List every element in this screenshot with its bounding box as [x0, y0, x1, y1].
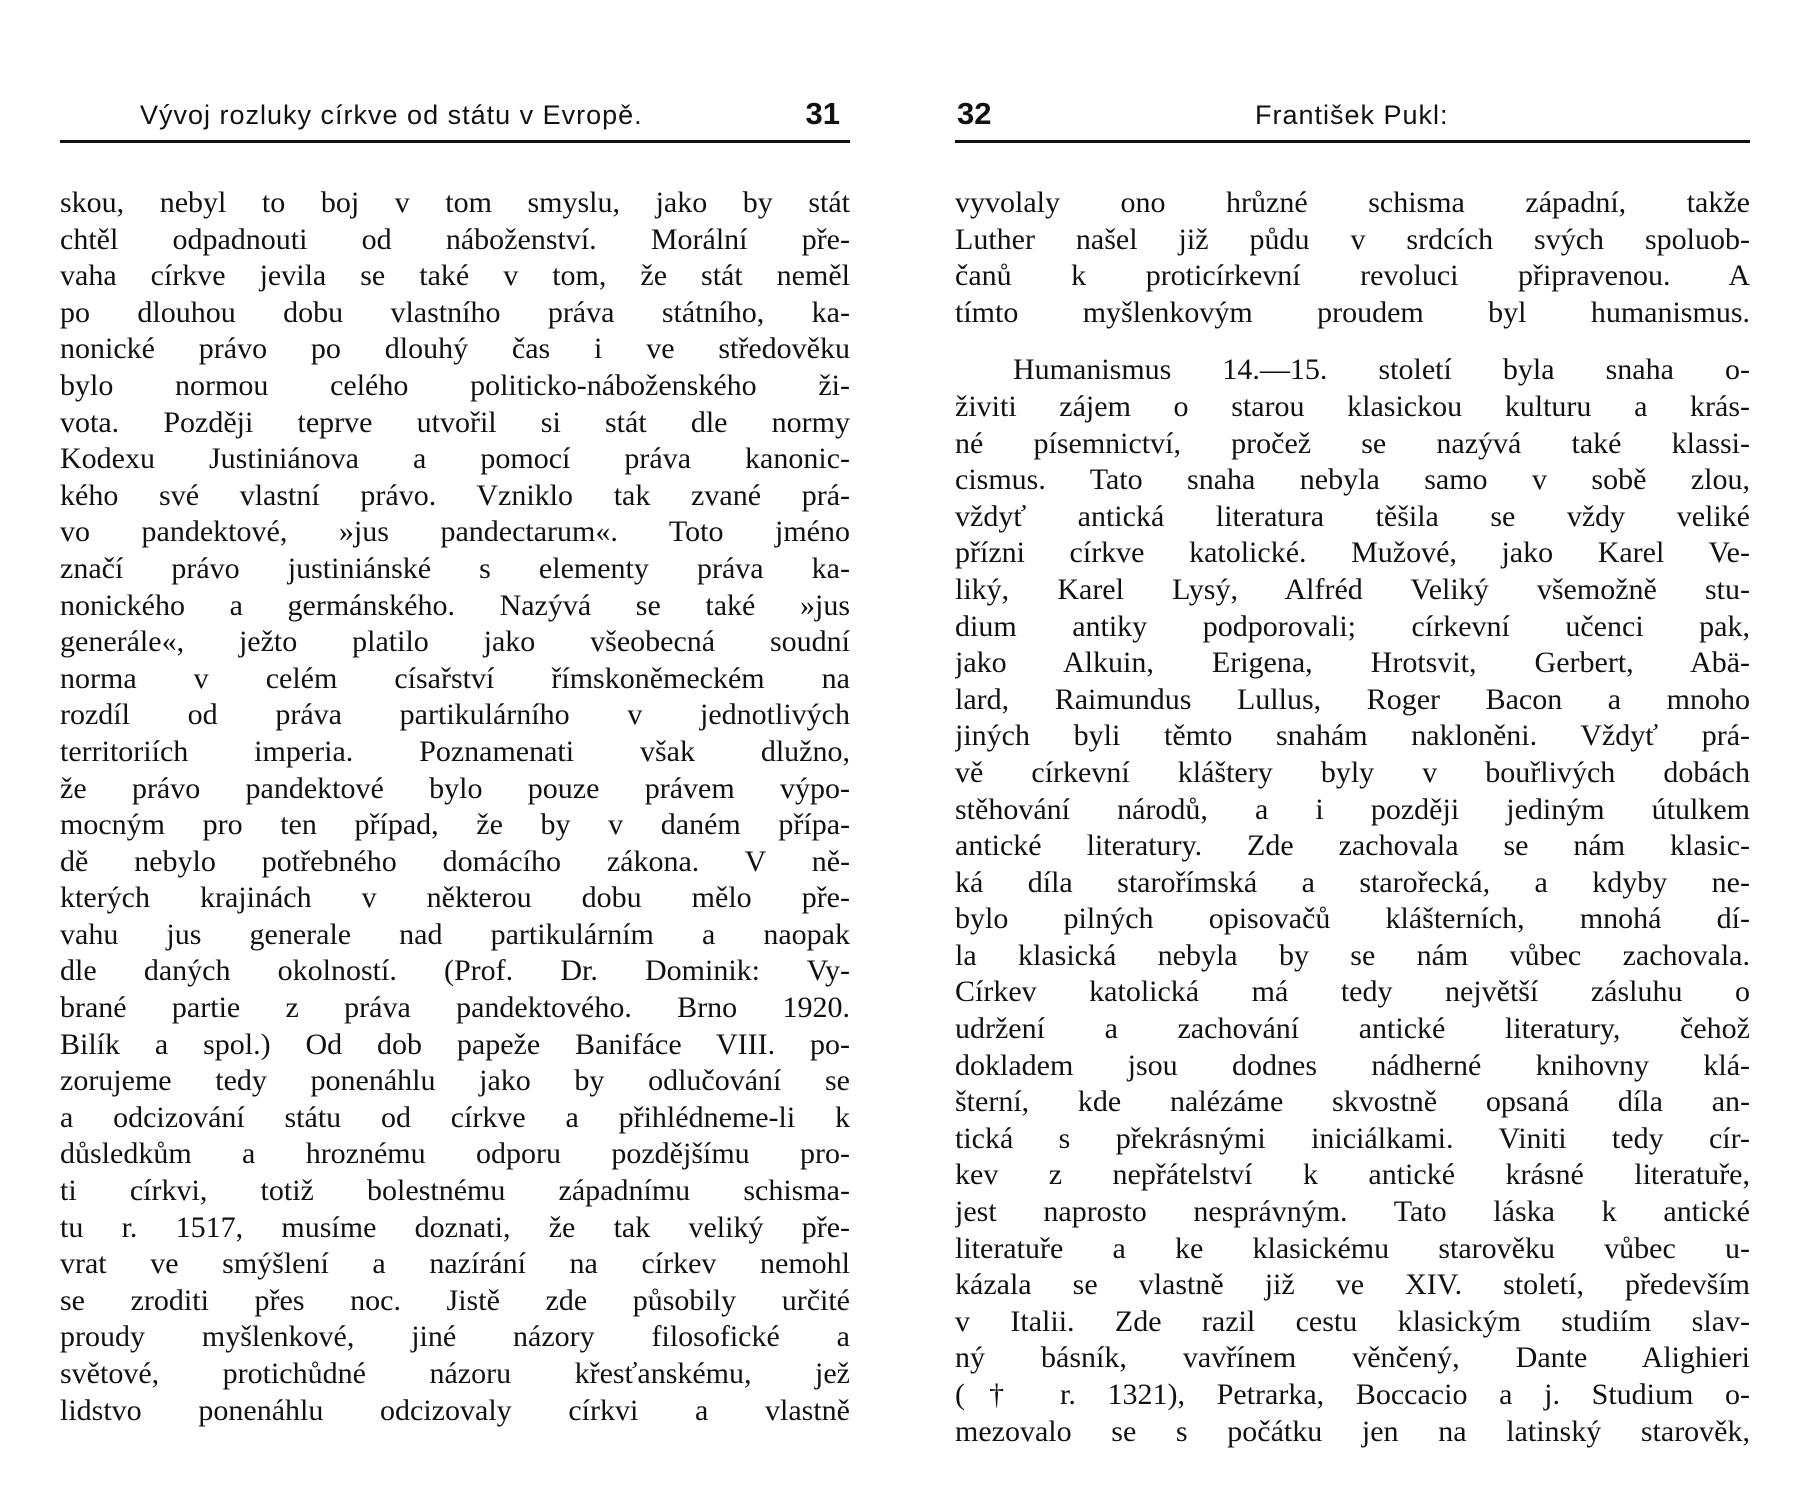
text-line: čanů k proticírkevní revoluci připravenou. A: [955, 259, 1750, 293]
text-line: důsledkům a hroznému odporu pozdějšímu pro-: [60, 1137, 850, 1171]
right-page-number: 32: [957, 96, 992, 131]
left-page: [60, 0, 850, 1500]
text-line: a odcizování státu od církve a přihlédneme-li k: [60, 1100, 850, 1134]
text-line: lidstvo ponenáhlu odcizovaly církvi a vlastně: [60, 1393, 850, 1427]
text-line: la klasická nebyla by se nám vůbec zachovala.: [955, 938, 1750, 972]
text-line: živiti zájem o starou klasickou kulturu a krás-: [955, 389, 1750, 423]
text-line: né písemnictví, pročež se nazývá také klassi-: [955, 426, 1750, 460]
text-line: territoriích imperia. Poznamenati však dlužno,: [60, 734, 850, 768]
right-page-header: [955, 94, 1750, 143]
paragraph: [955, 185, 1750, 331]
text-line: jest naprosto nesprávným. Tato láska k antické: [955, 1195, 1750, 1229]
text-line: dium antiky podporovali; církevní učenci pak,: [955, 609, 1750, 643]
text-line: jiných byli těmto snahám nakloněni. Vždyť prá-: [955, 719, 1750, 753]
text-line: antické literatury. Zde zachovala se nám klasic-: [955, 829, 1750, 863]
text-line: nonického a germánského. Nazývá se také »jus: [60, 588, 850, 622]
text-line: proudy myšlenkové, jiné názory filosofické a: [60, 1320, 850, 1354]
text-line: tímto myšlenkovým proudem byl humanismus.: [955, 295, 1750, 329]
right-page: [955, 0, 1750, 1500]
text-line: bylo normou celého politicko-náboženského ži-: [60, 368, 850, 402]
text-line: světové, protichůdné názoru křesťanskému, jež: [60, 1357, 850, 1390]
text-line: Humanismus 14.—15. století byla snaha o-: [1013, 353, 1750, 387]
text-line: Bilík a spol.) Od dob papeže Banifáce VIII. po-: [60, 1027, 850, 1061]
text-line: po dlouhou dobu vlastního práva státního, ka-: [60, 295, 850, 329]
text-line: lard, Raimundus Lullus, Roger Bacon a mnoho: [955, 682, 1750, 716]
text-line: vahu jus generale nad partikulárním a naopak: [60, 917, 850, 951]
text-line: dle daných okolností. (Prof. Dr. Dominik: Vy-: [60, 954, 850, 988]
paragraph: [955, 352, 1750, 1450]
text-line: chtěl odpadnouti od náboženství. Morální pře-: [60, 222, 850, 256]
left-page-number: 31: [805, 96, 840, 131]
text-line: ti církvi, totiž bolestnému západnímu schisma-: [60, 1174, 850, 1208]
text-line: se zroditi přes noc. Jistě zde působily určité: [60, 1283, 850, 1317]
text-line: kého své vlastní právo. Vzniklo tak zvané prá-: [60, 478, 850, 512]
text-line: tická s překrásnými iniciálkami. Viniti tedy cír-: [955, 1121, 1750, 1155]
text-line: vždyť antická literatura těšila se vždy veliké: [955, 499, 1750, 533]
left-page-header: [60, 94, 850, 143]
text-line: vo pandektové, »jus pandectarum«. Toto jméno: [60, 515, 850, 549]
text-line: jako Alkuin, Erigena, Hrotsvit, Gerbert, Abä-: [955, 646, 1750, 680]
text-line: že právo pandektové bylo pouze právem výpo-: [60, 771, 850, 805]
text-line: Církev katolická má tedy největší zásluhu o: [955, 975, 1750, 1009]
text-line: literatuře a ke klasickému starověku vůbec u-: [955, 1231, 1750, 1265]
text-line: vota. Později teprve utvořil si stát dle normy: [60, 405, 850, 439]
text-line: v Italii. Zde razil cestu klasickým studiím slav-: [955, 1304, 1750, 1338]
left-page-body-text: [60, 185, 850, 1429]
text-line: udržení a zachování antické literatury, čehož: [955, 1012, 1750, 1046]
text-line: nonické právo po dlouhý čas i ve středověku: [60, 332, 850, 366]
text-line: zorujeme tedy ponenáhlu jako by odlučování se: [60, 1064, 850, 1098]
text-line: ká díla starořímská a starořecká, a kdyby ne-: [955, 865, 1750, 899]
text-line: liký, Karel Lysý, Alfréd Veliký všemožně stu-: [955, 572, 1750, 606]
text-line: rozdíl od práva partikulárního v jednotlivých: [60, 698, 850, 732]
text-line: dokladem jsou dodnes nádherné knihovny klá-: [955, 1048, 1750, 1082]
text-line: stěhování národů, a i později jediným útulkem: [955, 792, 1750, 826]
text-line: vě církevní kláštery byly v bouřlivých dobách: [955, 755, 1750, 789]
left-running-title: Vývoj rozluky církve od státu v Evropě.: [140, 100, 643, 130]
text-line: Luther našel již půdu v srdcích svých spoluob-: [955, 222, 1750, 256]
text-line: cismus. Tato snaha nebyla samo v sobě zlou,: [955, 463, 1750, 497]
text-line: mezovalo se s počátku jen na latinský starověk,: [955, 1414, 1750, 1448]
right-page-body-text: [955, 185, 1750, 1450]
text-line: vaha církve jevila se také v tom, že stát neměl: [60, 259, 850, 293]
text-line: skou, nebyl to boj v tom smyslu, jako by stát: [60, 186, 850, 219]
paragraph-gap: [955, 331, 1750, 352]
text-line: vrat ve smýšlení a nazírání na církev nemohl: [60, 1247, 850, 1281]
text-line: kterých krajinách v některou dobu mělo pře-: [60, 881, 850, 915]
text-line: dě nebylo potřebného domácího zákona. V ně-: [60, 844, 850, 878]
text-line: mocným pro ten případ, že by v daném přípa-: [60, 808, 850, 842]
text-line: přízni církve katolické. Mužové, jako Karel Ve-: [955, 536, 1750, 570]
text-line: ný básník, vavřínem věnčený, Dante Alighieri: [955, 1341, 1750, 1375]
text-line: šterní, kde nalézáme skvostně opsaná díla an-: [955, 1085, 1750, 1119]
text-line: kev z nepřátelství k antické krásné literatuře,: [955, 1158, 1750, 1192]
text-line: brané partie z práva pandektového. Brno 1920.: [60, 991, 850, 1025]
text-line: kázala se vlastně již ve XIV. století, především: [955, 1268, 1750, 1302]
text-line: tu r. 1517, musíme doznati, že tak veliký pře-: [60, 1210, 850, 1244]
right-running-title: František Pukl:: [1255, 100, 1449, 130]
text-line: († r. 1321), Petrarka, Boccacio a j. Studium o-: [955, 1378, 1750, 1411]
text-line: norma v celém císařství římskoněmeckém na: [60, 661, 850, 695]
text-line: bylo pilných opisovačů klášterních, mnohá dí-: [955, 902, 1750, 936]
text-line: vyvolaly ono hrůzné schisma západní, takže: [955, 186, 1750, 219]
text-line: značí právo justiniánské s elementy práva ka-: [60, 551, 850, 585]
text-line: Kodexu Justiniánova a pomocí práva kanonic-: [60, 442, 850, 476]
text-line: generále«, ježto platilo jako všeobecná soudní: [60, 625, 850, 659]
